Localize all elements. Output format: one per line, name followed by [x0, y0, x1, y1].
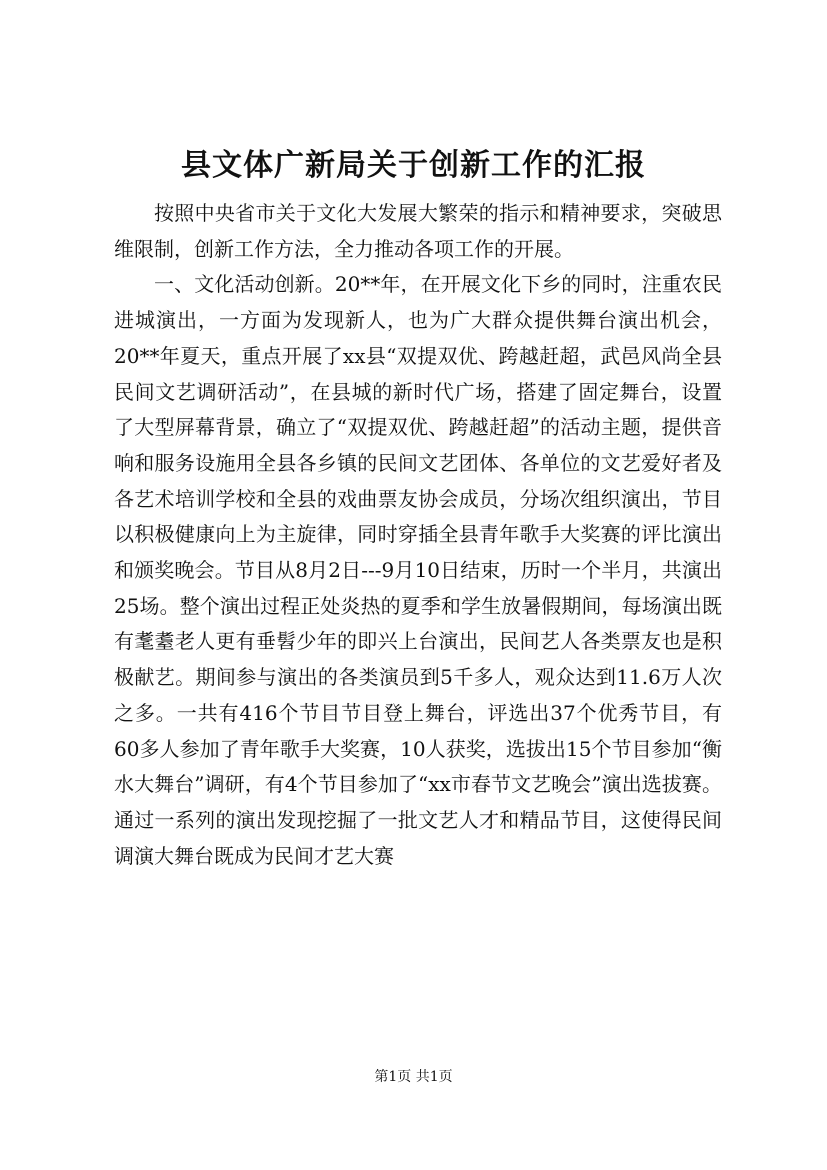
- document-title: 县文体广新局关于创新工作的汇报: [181, 148, 646, 183]
- page-footer: 第1页 共1页: [374, 1069, 453, 1085]
- document-body: [114, 196, 722, 874]
- paragraph-cultural-activities: 一、文化活动创新。20**年，在开展文化下乡的同时，注重农民进城演出，一方面为发现新人，也为广大群众提供舞台演出机会，20**年夏天，重点开展了xx县“双提双优、跨越赶超，武邑风尚全县民间文艺调研活动”，在县城的新时代广场，搭建了固定舞台，设置了大型屏幕背景，确立了“双提双优、跨越赶超”的活动主题，提供音响和服务设施用全县各乡镇的民间文艺团体、各单位的文艺爱好者及各艺术培训学校和全县的戏曲票友协会成员，分场次组织演出，节目以积极健康向上为主旋律，同时穿插全县青年歌手大奖赛的评比演出和颁奖晚会。节目从8月2日---9月10日结束，历时一个半月，共演出25场。整个演出过程正处炎热的夏季和学生放暑假期间，每场演出既有耄耋老人更有垂髫少年的即兴上台演出，民间艺人各类票友也是积极献艺。期间参与演出的各类演员到5千多人，观众达到11.6万人次之多。一共有416个节目节目登上舞台，评选出37个优秀节目，有60多人参加了青年歌手大奖赛，10人获奖，选拔出15个节目参加“衡水大舞台”调研，有4个节目参加了“xx市春节文艺晚会”演出选拔赛。通过一系列的演出发现挖掘了一批文艺人才和精品节目，这使得民间调演大舞台既成为民间才艺大赛: [114, 272, 722, 868]
- paragraph-intro: 按照中央省市关于文化大发展大繁荣的指示和精神要求，突破思维限制，创新工作方法，全力推动各项工作的开展。: [114, 201, 722, 261]
